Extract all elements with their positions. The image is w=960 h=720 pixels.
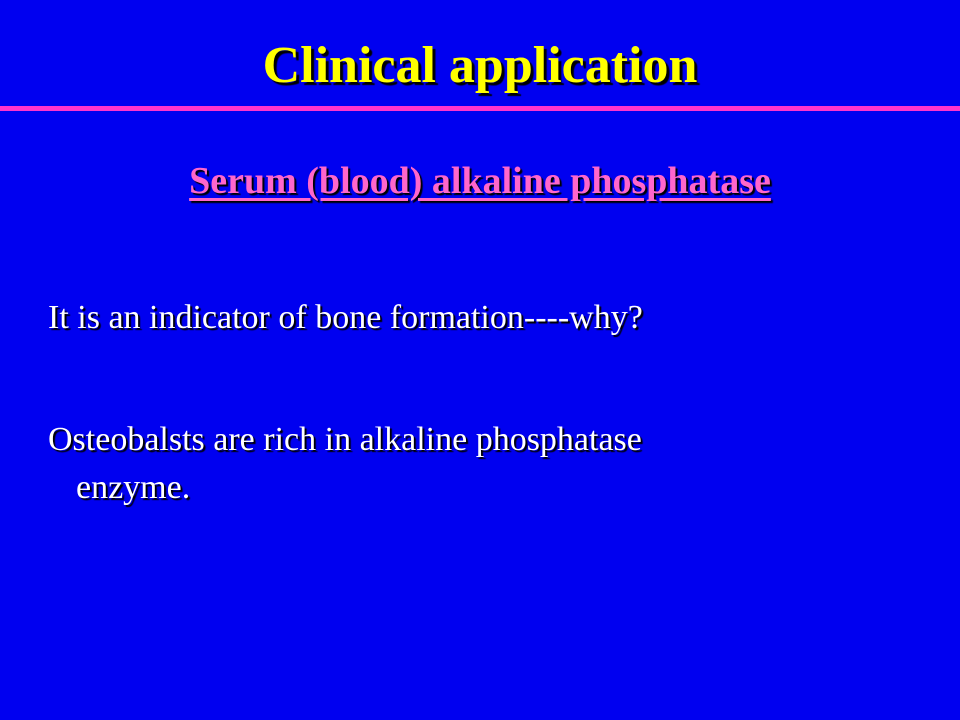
- slide-subtitle: Serum (blood) alkaline phosphatase: [189, 160, 771, 202]
- title-divider: [0, 106, 960, 111]
- body-text-line-2: Osteobalsts are rich in alkaline phosphatase: [48, 421, 642, 458]
- body-text-line-1: It is an indicator of bone formation----why?: [48, 299, 643, 336]
- body-text-line-2-continued: enzyme.: [76, 469, 191, 506]
- slide-title: Clinical application: [262, 37, 698, 94]
